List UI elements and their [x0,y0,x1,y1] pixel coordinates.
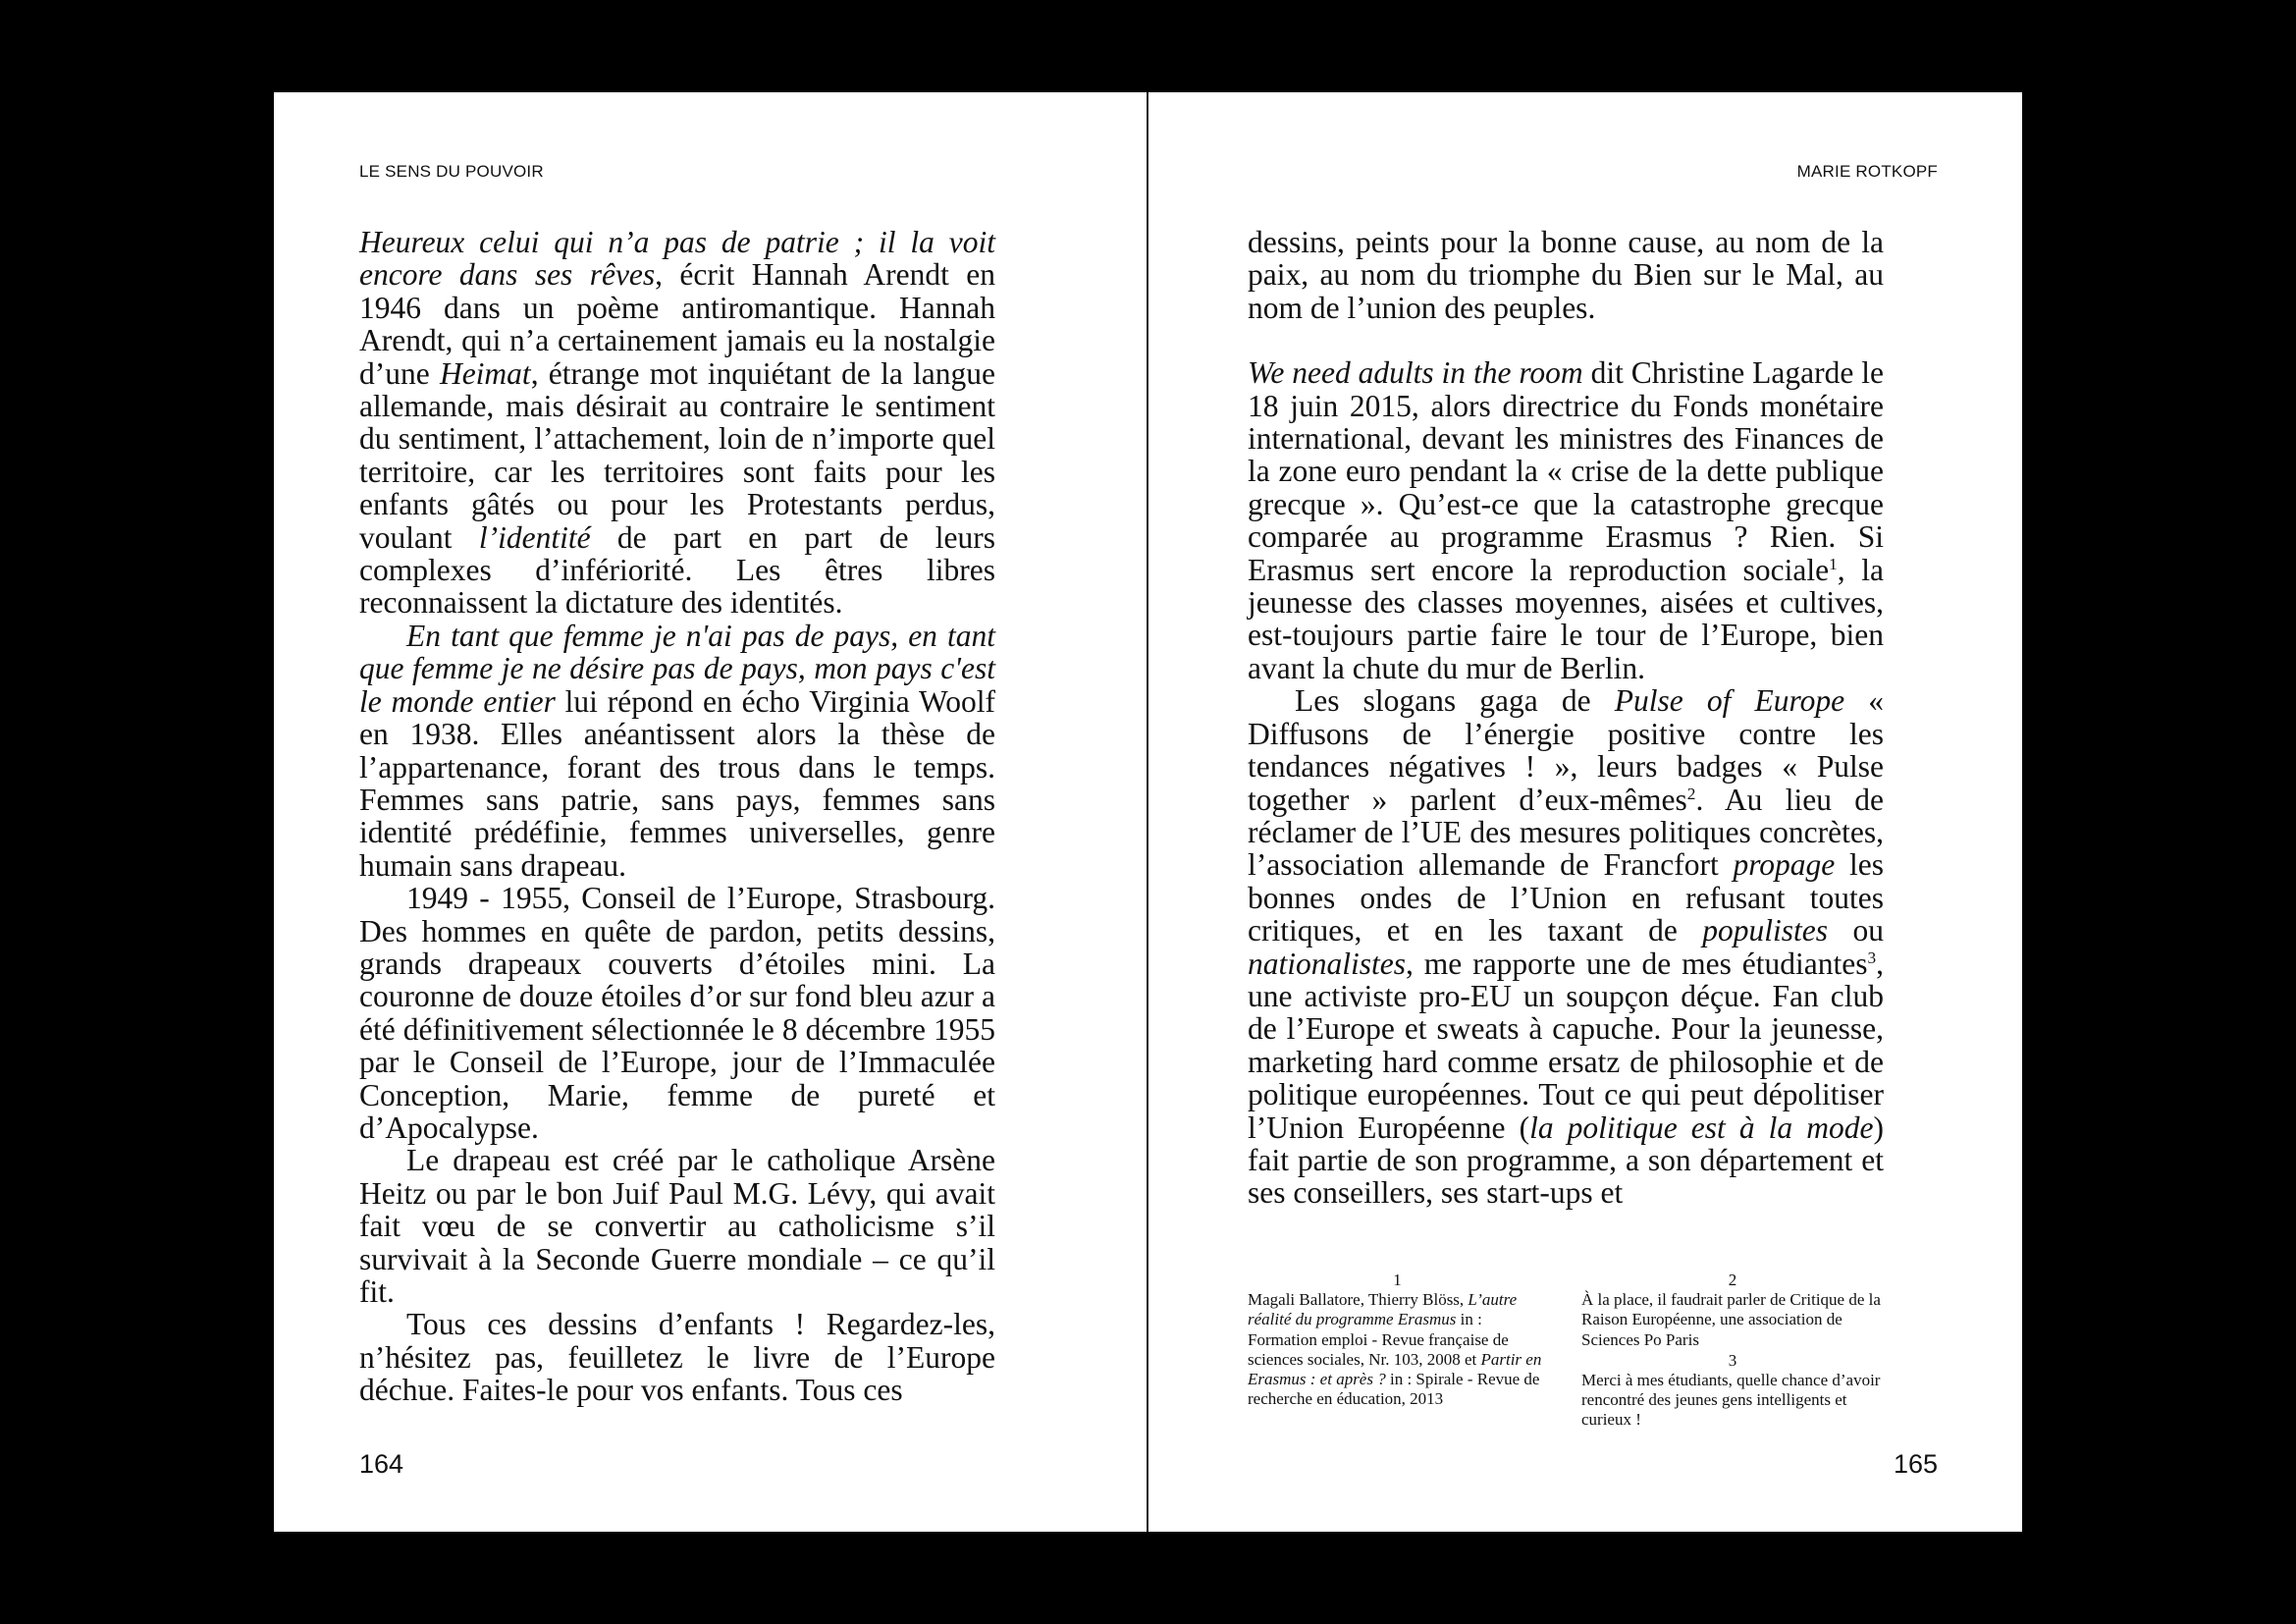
text-run: À la place, il faudrait parler de Critique de la Raison Européenne, une association de Sciences Po Paris [1581,1290,1881,1349]
running-head: LE SENS DU POUVOIR [359,162,544,181]
italic-text: En tant que femme je n'ai pas de pays, en tant que femme je ne désire pas de pays, mon pays c'est le monde entier [359,618,995,719]
italic-text: We need adults in the room [1248,355,1583,391]
footnotes [1248,1271,1884,1437]
text-run: 1949 - 1955, Conseil de l’Europe, Strasbourg. Des hommes en quête de pardon, petits dessins, grands drapeaux couverts d’étoiles mini. La couronne de douze étoiles d’or sur fond bleu azur a été définitivement sélectionnée le 8 décembre 1955 par le Conseil de l’Europe, jour de l’Immaculée Conception, Marie, femme de pureté et d’Apocalypse. [359,881,995,1145]
footnote-ref: 2 [1686,784,1696,803]
text-run: , me rapporte une de mes étudiantes [1406,946,1868,981]
text-run: dit Christine Lagarde le 18 juin 2015, alors directrice du Fonds monétaire international, devant les ministres des Finances de la zone euro pendant la « crise de la dette publique grecque ». Qu’est-ce que la catastrophe grecque comparée au programme Erasmus ? Rien. Si Erasmus sert encore la reproduction sociale [1248,355,1884,587]
body-text [359,226,995,1407]
italic-text: populistes [1702,913,1829,948]
text-run: Magali Ballatore, Thierry Blöss, [1248,1290,1468,1310]
paragraph [359,1308,995,1406]
footnote-column [1581,1271,1884,1431]
italic-text: Heureux celui qui n’a pas de patrie ; il la voit encore dans ses rêves [359,225,995,293]
text-run: , la jeunesse des classes moyennes, aisées et cultives, est-toujours partie faire le tour de l’Europe, bien avant la chute du mur de Berlin. [1248,552,1885,685]
footnote-number: 2 [1728,1271,1737,1289]
italic-text: la politique est à la mode [1529,1110,1874,1145]
left-page [274,92,1147,1532]
italic-text: nationalistes [1248,946,1407,981]
text-run: lui répond en écho Virginia Woolf en 1938. Elles anéantissent alors la thèse de l’appartenance, forant des trous dans le temps. Femmes sans patrie, sans pays, femmes sans identité prédéfinie, femmes universelles, genre humain sans drapeau. [359,683,995,883]
italic-text: Partir en Erasmus : et après ? [1248,1349,1542,1389]
running-head: MARIE ROTKOPF [1796,162,1938,181]
footnote-text [1248,1290,1547,1409]
text-run: Merci à mes étudiants, quelle chance d’avoir rencontré des jeunes gens intelligents et curieux ! [1581,1371,1881,1430]
text-run: in : Spirale - Revue de recherche en éducation, 2013 [1248,1370,1540,1409]
italic-text: Heimat [439,355,531,391]
right-page [1148,92,2022,1532]
text-run: dessins, peints pour la bonne cause, au nom de la paix, au nom du triomphe du Bien sur le Mal, au nom de l’union des peuples. [1248,225,1884,325]
footnote-column [1248,1271,1547,1409]
paragraph [1248,684,1884,1210]
page-number: 164 [359,1449,404,1479]
text-run: ou [1828,913,1885,948]
paragraph [359,620,995,882]
footnote-number: 1 [1393,1271,1402,1289]
text-run: les bonnes ondes de l’Union en refusant toutes critiques, et en les taxant de [1248,847,1884,948]
text-run: Tous ces dessins d’enfants ! Regardez-les, n’hésitez pas, feuilletez le livre de l’Europe déchue. Faites-le pour vos enfants. Tous ces [359,1307,995,1408]
text-run: ) fait partie de son programme, a son département et ses conseillers, ses start-ups et [1248,1110,1885,1211]
paragraph [1248,226,1884,324]
italic-text: L’autre réalité du programme Erasmus [1248,1290,1518,1329]
footnote-text [1581,1371,1884,1431]
paragraph [359,226,995,620]
text-run: in : Formation emploi - Revue française de sciences sociales, Nr. 103, 2008 et [1248,1310,1509,1369]
page-number: 165 [1893,1449,1938,1479]
paragraph [359,882,995,1144]
book-spread [274,92,2022,1532]
text-run: , écrit Hannah Arendt en 1946 dans un poème antiromantique. Hannah Arendt, qui n’a certainement jamais eu la nostalgie d’une [359,257,995,391]
italic-text: Pulse of Europe [1614,683,1845,719]
footnote-text [1581,1290,1884,1350]
text-run: , une activiste pro-EU un soupçon déçue. Fan club de l’Europe et sweats à capuche. Pour la jeunesse, marketing hard comme ersatz de philosophie et de politique européennes. Tout ce qui peut dépolitiser l’Union Européenne ( [1248,946,1884,1145]
footnote [1248,1271,1547,1409]
footnote [1581,1351,1884,1431]
text-run: . Au lieu de réclamer de l’UE des mesures politiques concrètes, l’association allemande de Francfort [1248,782,1884,883]
italic-text: l’identité [478,519,591,555]
text-run: Les slogans gaga de [1295,683,1615,719]
body-text [1248,226,1884,1210]
paragraph [1248,356,1884,684]
text-run: , étrange mot inquiétant de la langue allemande, mais désirait au contraire le sentiment du sentiment, l’attachement, loin de n’importe quel territoire, car les territoires sont faits pour les enfants gâtés ou pour les Protestants perdus, voulant [359,355,995,555]
footnote [1581,1271,1884,1350]
footnote-number: 3 [1728,1350,1737,1370]
text-run: Le drapeau est créé par le catholique Arsène Heitz ou par le bon Juif Paul M.G. Lévy, qui avait fait vœu de se convertir au catholicisme s’il survivait à la Seconde Guerre mondiale – ce qu’il fit. [359,1143,995,1309]
footnote-ref: 3 [1867,947,1877,967]
footnote-ref: 1 [1829,554,1838,573]
italic-text: propage [1733,847,1836,883]
text-run: « Diffusons de l’énergie positive contre les tendances négatives ! », leurs badges « Pulse together » parlent d’eux-mêmes [1248,683,1885,817]
paragraph [359,1144,995,1308]
text-run: de part en part de leurs complexes d’infériorité. Les êtres libres reconnaissent la dictature des identités. [359,519,995,621]
